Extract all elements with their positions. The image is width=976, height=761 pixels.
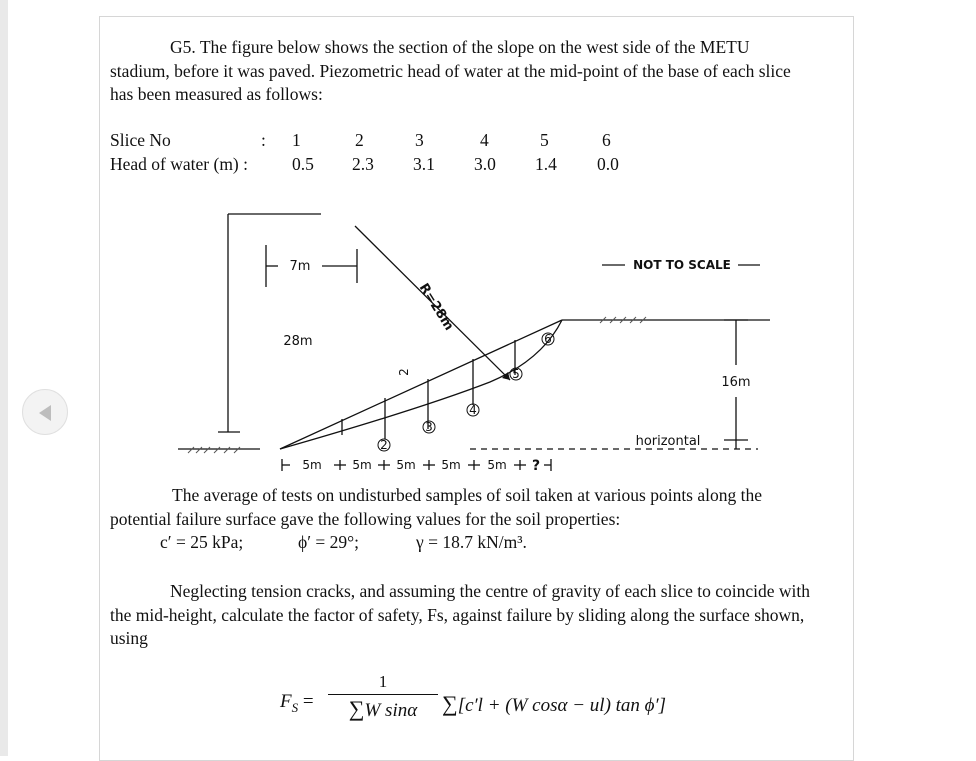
- unit-weight-value: γ = 18.7 kN/m³.: [416, 532, 527, 552]
- base-width-label: 5m: [352, 458, 372, 472]
- slice-number: 5: [540, 130, 549, 150]
- document-page: [99, 16, 854, 761]
- dimension-label-7m: 7m: [289, 259, 311, 274]
- slice-number: 1: [292, 130, 301, 150]
- formula-rhs: ∑[c′l + (W cosα − ul) tan ϕ′]: [442, 691, 667, 716]
- problem-intro: G5. The figure below shows the section of the slope on the west side of the METU stadium, before it was paved. Piezometric head of water at the mid-point of the base of each slice has been measured as follows:: [110, 37, 791, 104]
- sum-icon: ∑: [348, 696, 365, 721]
- formula-denominator: ∑W sinα: [348, 696, 418, 721]
- not-to-scale-label: NOT TO SCALE: [633, 258, 731, 272]
- sum-icon: ∑: [442, 691, 458, 716]
- soil-properties: [160, 531, 760, 555]
- formula-numerator: 1: [378, 672, 388, 691]
- head-value: 2.3: [352, 154, 374, 174]
- horizontal-label: horizontal: [635, 434, 701, 449]
- slice-label: 4: [469, 403, 477, 417]
- properties-intro: The average of tests on undisturbed samples of soil taken at various points along the potential failure surface gave the following values for the soil properties:: [110, 485, 763, 529]
- slice-number: 3: [415, 130, 424, 150]
- head-value: 1.4: [535, 154, 557, 174]
- slice-no-colon: :: [261, 130, 266, 150]
- slice-no-label: Slice No: [110, 130, 171, 150]
- slice-number: 2: [355, 130, 364, 150]
- slice-number: 6: [602, 130, 611, 150]
- formula-lhs: $F_S$ =: [280, 691, 314, 715]
- radius-label: R=28m: [415, 280, 457, 334]
- base-width-label-unknown: ?: [531, 458, 541, 474]
- slice-label: 6: [544, 332, 552, 346]
- head-value: 3.1: [413, 154, 435, 174]
- base-width-label: 5m: [302, 458, 322, 472]
- head-value: 0.0: [597, 154, 619, 174]
- cohesion-value: c′ = 25 kPa;: [160, 532, 244, 552]
- arrow-left-icon: [23, 390, 69, 436]
- previous-page-button[interactable]: [22, 389, 68, 435]
- dimension-label-28m: 28m: [283, 334, 313, 349]
- base-width-label: 5m: [396, 458, 416, 472]
- viewer-side-bar: [0, 0, 8, 756]
- slice-number: 4: [480, 130, 489, 150]
- head-value: 3.0: [474, 154, 496, 174]
- slice-label-top: 2: [397, 368, 411, 376]
- instructions-text: Neglecting tension cracks, and assuming the centre of gravity of each slice to coincide with the mid-height, calculate the factor of safety, Fs, against failure by sliding along the surface shown, using: [110, 581, 810, 648]
- slope-section-figure: [170, 197, 790, 487]
- slice-label: 5: [512, 367, 520, 381]
- head-value: 0.5: [292, 154, 314, 174]
- slope-surface: [280, 320, 562, 449]
- base-width-label: 5m: [487, 458, 507, 472]
- slice-label: 2: [380, 438, 388, 452]
- dimension-label-16m: 16m: [721, 375, 751, 390]
- friction-angle-value: ϕ′ = 29°;: [298, 532, 360, 552]
- slice-label: 3: [425, 420, 433, 434]
- head-of-water-label: Head of water (m) :: [110, 154, 248, 174]
- formula-fraction: [328, 672, 438, 722]
- base-width-label: 5m: [441, 458, 461, 472]
